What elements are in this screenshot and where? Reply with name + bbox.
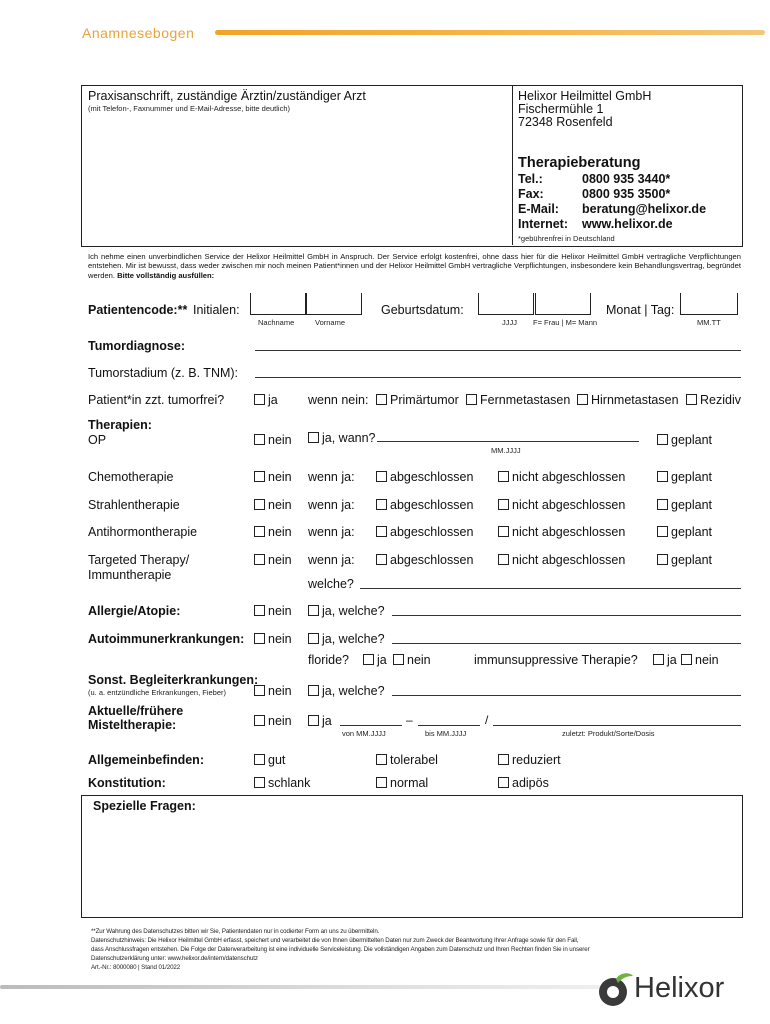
checkbox[interactable] <box>308 715 319 726</box>
befinden-reduziert-option[interactable] <box>498 753 561 767</box>
therapy-name: Strahlentherapie <box>88 498 180 512</box>
immun-ja-option[interactable] <box>653 653 677 667</box>
mistel-von-field[interactable] <box>340 725 402 726</box>
mistel-ja-option[interactable] <box>308 714 332 728</box>
option-label: geplant <box>671 433 713 447</box>
option-label: ja <box>322 714 332 728</box>
option-label: nein <box>268 714 292 728</box>
option-label: nein <box>268 604 292 618</box>
therapy-name: Chemotherapie <box>88 470 174 484</box>
option-label: nicht abgeschlossen <box>512 470 626 484</box>
floride-ja-option[interactable] <box>363 653 387 667</box>
jjjj-caption: JJJJ <box>502 318 517 327</box>
rezidiv-option[interactable] <box>686 393 741 407</box>
checkbox[interactable] <box>308 605 319 616</box>
option-label: nein <box>268 470 292 484</box>
mistel-bis-field[interactable] <box>418 725 480 726</box>
checkbox[interactable] <box>393 654 404 665</box>
checkbox[interactable] <box>498 777 509 788</box>
checkbox[interactable] <box>363 654 374 665</box>
autoimmun-ja-welche-option[interactable] <box>308 632 385 646</box>
checkbox[interactable] <box>254 633 265 644</box>
fax-value: 0800 935 3500* <box>582 187 671 201</box>
option-label: ja, wann? <box>322 431 376 445</box>
checkbox[interactable] <box>657 471 668 482</box>
helixor-logo <box>596 970 756 1010</box>
therapy-row-label <box>88 498 180 512</box>
tel-label: Tel.: <box>518 172 543 186</box>
option-label: abgeschlossen <box>390 553 474 567</box>
option-label: reduziert <box>512 753 561 767</box>
tel-value: 0800 935 3440* <box>582 172 671 186</box>
option-label: abgeschlossen <box>390 525 474 539</box>
internet-label: Internet: <box>518 217 568 231</box>
therapy-geplant-option[interactable] <box>657 470 712 484</box>
practice-heading: Praxisanschrift, zuständige Ärztin/zuständiger Arzt <box>88 89 366 103</box>
checkbox[interactable] <box>254 715 265 726</box>
autoimmun-nein-option[interactable] <box>254 632 292 646</box>
begleit-ja-welche-option[interactable] <box>308 684 385 698</box>
checkbox[interactable] <box>376 526 387 537</box>
checkbox[interactable] <box>577 394 588 405</box>
op-geplant-option[interactable] <box>657 433 712 447</box>
option-label: nein <box>695 653 719 667</box>
targeted-nein-option[interactable] <box>254 553 292 567</box>
targeted-geplant-option[interactable] <box>657 553 712 567</box>
checkbox[interactable] <box>653 654 664 665</box>
therapy-wenn-ja <box>308 525 355 539</box>
therapy-abgeschlossen-option[interactable] <box>376 470 473 484</box>
footer-line-2: Datenschutzhinweis: Die Helixor Heilmittel GmbH erfasst, speichert und verarbeitet die von Ihnen übermittelten Daten nur zum Zweck der Beantwortung Ihrer Anfrage sowie für den Fall, <box>91 937 579 944</box>
logo-wordmark: Helixor <box>634 972 725 1004</box>
therapy-geplant-option[interactable] <box>657 525 712 539</box>
targeted-label-1: Targeted Therapy/ <box>88 553 190 567</box>
company-city: 72348 Rosenfeld <box>518 115 613 129</box>
wenn-ja-label: wenn ja: <box>308 470 355 484</box>
wenn-ja-label: wenn ja: <box>308 498 355 512</box>
special-questions-box[interactable] <box>81 795 743 918</box>
therapy-nein-option[interactable] <box>254 470 292 484</box>
consent-text <box>88 252 741 280</box>
option-label: nein <box>268 684 292 698</box>
bis-caption: bis MM.JJJJ <box>425 729 467 738</box>
option-label: abgeschlossen <box>390 498 474 512</box>
footer-line-5: Art.-Nr.: 8000080 | Stand 01/2022 <box>91 964 181 971</box>
gender-box[interactable] <box>535 293 591 315</box>
therapy-abgeschlossen-option[interactable] <box>376 498 473 512</box>
mistel-label-1: Aktuelle/frühere <box>88 704 184 718</box>
targeted-abgeschlossen-option[interactable] <box>376 553 473 567</box>
therapy-wenn-ja <box>308 498 355 512</box>
company-name: Helixor Heilmittel GmbH <box>518 89 652 103</box>
wenn-ja-label: wenn ja: <box>308 525 355 539</box>
tumorfree-ja-option[interactable] <box>254 393 278 407</box>
fax-label: Fax: <box>518 187 544 201</box>
option-label: Hirnmetastasen <box>591 393 679 407</box>
option-label: abgeschlossen <box>390 470 474 484</box>
title-bar-decoration <box>215 30 765 35</box>
autoimmun-field[interactable] <box>392 643 741 644</box>
checkbox[interactable] <box>376 777 387 788</box>
checkbox[interactable] <box>498 554 509 565</box>
option-label: ja <box>268 393 278 407</box>
option-label: nein <box>268 632 292 646</box>
birthyear-box[interactable] <box>478 293 534 315</box>
option-label: geplant <box>671 498 713 512</box>
option-label: nicht abgeschlossen <box>512 498 626 512</box>
begleit-label: Sonst. Begleiterkrankungen: <box>88 673 259 687</box>
von-caption: von MM.JJJJ <box>342 729 386 738</box>
footer-swoosh <box>0 985 600 989</box>
begleit-nein-option[interactable] <box>254 684 292 698</box>
consent-body: Ich nehme einen unverbindlichen Service der Helixor Heilmittel GmbH in Anspruch. Der Service erfolgt kostenfrei, ohne dass hier für die Helixor Heilmittel GmbH vertragliche Verpflichtungen entstehen. Mir ist bewusst, dass weder zwischen mir noch meinen Patient*innen und der Helixor Heilmittel GmbH vertragliche Verpflichtungen, insbesondere kein Behandlungsvertrag, begründet werden. <box>88 252 741 280</box>
checkbox[interactable] <box>254 394 265 405</box>
therapy-nein-option[interactable] <box>254 498 292 512</box>
therapy-nicht-abgeschlossen-option[interactable] <box>498 525 625 539</box>
therapy-row-label <box>88 470 173 484</box>
checkbox[interactable] <box>498 526 509 537</box>
option-label: ja, welche? <box>322 684 385 698</box>
option-label: adipös <box>512 776 549 790</box>
option-label: Rezidiv <box>700 393 741 407</box>
practice-note: (mit Telefon-, Faxnummer und E-Mail-Adresse, bitte deutlich) <box>88 104 291 113</box>
footer-line-3: dass Anschlussfragen entstehen. Die Folge der Datenverarbeitung ist eine individuelle Serviceleistung. Die vollständigen Angaben zum Datenschutz und Ihren Rechten finden Sie in unserer <box>91 946 590 953</box>
checkbox[interactable] <box>686 394 697 405</box>
initials-nachname-box[interactable] <box>250 293 306 315</box>
checkbox[interactable] <box>657 499 668 510</box>
option-label: geplant <box>671 470 713 484</box>
checkbox[interactable] <box>308 685 319 696</box>
fernmetastasen-option[interactable] <box>466 393 570 407</box>
op-ja-wann-option[interactable] <box>308 431 376 445</box>
allergie-field[interactable] <box>392 615 741 616</box>
checkbox[interactable] <box>376 499 387 510</box>
floride-nein-option[interactable] <box>393 653 431 667</box>
befinden-label: Allgemeinbefinden: <box>88 753 204 767</box>
checkbox[interactable] <box>254 754 265 765</box>
checkbox[interactable] <box>498 754 509 765</box>
option-label: nein <box>268 525 292 539</box>
tumorstadium-field[interactable] <box>255 377 741 378</box>
monthday-label: Monat | Tag: <box>606 303 675 317</box>
company-street: Fischermühle 1 <box>518 102 604 116</box>
checkbox[interactable] <box>254 605 265 616</box>
begleit-field[interactable] <box>392 695 741 696</box>
mmtt-caption: MM.TT <box>697 318 721 327</box>
option-label: nein <box>268 433 292 447</box>
mistel-label-2: Misteltherapie: <box>88 718 177 732</box>
address-divider <box>512 85 513 245</box>
helixor-logo-icon <box>596 970 636 1010</box>
option-label: nicht abgeschlossen <box>512 553 626 567</box>
gender-caption: F= Frau | M= Mann <box>533 318 598 327</box>
konstitution-label: Konstitution: <box>88 776 166 790</box>
op-label: OP <box>88 433 107 447</box>
checkbox[interactable] <box>308 432 319 443</box>
immun-nein-option[interactable] <box>681 653 719 667</box>
tumorstadium-label: Tumorstadium (z. B. TNM): <box>88 366 239 380</box>
footer-line-1: **Zur Wahrung des Datenschutzes bitten wir Sie, Patientendaten nur in codierter Form an uns zu übermitteln. <box>91 928 380 935</box>
checkbox[interactable] <box>254 777 265 788</box>
option-label: Fernmetastasen <box>480 393 571 407</box>
immunsuppressive-label: immunsuppressive Therapie? <box>474 653 638 667</box>
allergie-nein-option[interactable] <box>254 604 292 618</box>
option-label: nein <box>407 653 431 667</box>
option-label: nicht abgeschlossen <box>512 525 626 539</box>
therapy-nein-option[interactable] <box>254 525 292 539</box>
checkbox[interactable] <box>657 526 668 537</box>
konstitution-schlank-option[interactable] <box>254 776 310 790</box>
option-label: gut <box>268 753 286 767</box>
option-label: geplant <box>671 525 713 539</box>
dash-separator: – <box>406 713 413 727</box>
option-label: ja, welche? <box>322 632 385 646</box>
befinden-gut-option[interactable] <box>254 753 285 767</box>
targeted-nicht-abgeschlossen-option[interactable] <box>498 553 625 567</box>
consent-bold: Bitte vollständig ausfüllen: <box>117 270 215 280</box>
checkbox[interactable] <box>308 633 319 644</box>
initials-label: Initialen: <box>193 303 240 317</box>
therapy-abgeschlossen-option[interactable] <box>376 525 473 539</box>
checkbox[interactable] <box>254 471 265 482</box>
checkbox[interactable] <box>376 754 387 765</box>
allergie-label: Allergie/Atopie: <box>88 604 181 618</box>
option-label: nein <box>268 553 292 567</box>
option-label: ja, welche? <box>322 604 385 618</box>
footer-notes <box>91 927 591 972</box>
checkbox[interactable] <box>498 499 509 510</box>
checkbox[interactable] <box>657 434 668 445</box>
checkbox[interactable] <box>498 471 509 482</box>
monthday-box[interactable] <box>680 293 738 315</box>
footer-line-4: Datenschutzerklärung unter: www.helixor.de/intern/datenschutz <box>91 955 258 962</box>
option-label: schlank <box>268 776 311 790</box>
checkbox[interactable] <box>376 471 387 482</box>
internet-value: www.helixor.de <box>582 217 673 231</box>
therapy-row-label <box>88 525 197 539</box>
konstitution-normal-option[interactable] <box>376 776 428 790</box>
option-label: geplant <box>671 553 713 567</box>
option-label: normal <box>390 776 429 790</box>
mistel-produkt-field[interactable] <box>493 725 741 726</box>
targeted-welche-field[interactable] <box>360 588 741 589</box>
option-label: Primärtumor <box>390 393 459 407</box>
nachname-caption: Nachname <box>258 318 295 327</box>
hirnmetastasen-option[interactable] <box>577 393 679 407</box>
option-label: ja <box>667 653 677 667</box>
targeted-wenn-ja: wenn ja: <box>308 553 355 567</box>
email-value: beratung@helixor.de <box>582 202 707 216</box>
freecall-footnote: *gebührenfrei in Deutschland <box>518 234 615 243</box>
birthdate-label: Geburtsdatum: <box>381 303 464 317</box>
mistel-nein-option[interactable] <box>254 714 292 728</box>
checkbox[interactable] <box>681 654 692 665</box>
checkbox[interactable] <box>376 554 387 565</box>
therapien-heading: Therapien: <box>88 418 152 432</box>
checkbox[interactable] <box>254 499 265 510</box>
option-label: tolerabel <box>390 753 438 767</box>
therapy-nicht-abgeschlossen-option[interactable] <box>498 498 625 512</box>
checkbox[interactable] <box>254 526 265 537</box>
checkbox[interactable] <box>466 394 477 405</box>
vorname-caption: Vorname <box>315 318 346 327</box>
slash-separator: / <box>485 713 489 727</box>
tumordiagnose-field[interactable] <box>255 350 741 351</box>
op-date-field[interactable] <box>377 441 639 442</box>
targeted-welche-label: welche? <box>308 577 354 591</box>
email-label: E-Mail: <box>518 202 559 216</box>
checkbox[interactable] <box>376 394 387 405</box>
therapy-nicht-abgeschlossen-option[interactable] <box>498 470 625 484</box>
konstitution-adipoes-option[interactable] <box>498 776 549 790</box>
op-date-caption: MM.JJJJ <box>491 446 521 455</box>
zuletzt-caption: zuletzt: Produkt/Sorte/Dosis <box>562 729 655 738</box>
therapy-name: Antihormontherapie <box>88 525 198 539</box>
patientcode-label: Patientencode:** <box>88 303 188 317</box>
tumordiagnose-label: Tumordiagnose: <box>88 339 185 353</box>
option-label: nein <box>268 498 292 512</box>
practice-address-field[interactable] <box>83 118 509 242</box>
floride-label: floride? <box>308 653 349 667</box>
checkbox[interactable] <box>254 434 265 445</box>
begleit-note: (u. a. entzündliche Erkrankungen, Fieber) <box>88 688 226 697</box>
targeted-label-2: Immuntherapie <box>88 568 172 582</box>
checkbox[interactable] <box>657 554 668 565</box>
form-title: Anamnesebogen <box>82 25 195 41</box>
allergie-ja-welche-option[interactable] <box>308 604 385 618</box>
autoimmun-label: Autoimmunerkrankungen: <box>88 632 245 646</box>
wenn-nein-label: wenn nein: <box>308 393 369 407</box>
checkbox[interactable] <box>254 554 265 565</box>
special-questions-label: Spezielle Fragen: <box>93 799 196 813</box>
therapy-wenn-ja <box>308 470 355 484</box>
therapy-geplant-option[interactable] <box>657 498 712 512</box>
tumorfree-question: Patient*in zzt. tumorfrei? <box>88 393 225 407</box>
op-nein-option[interactable] <box>254 433 292 447</box>
option-label: ja <box>377 653 387 667</box>
initials-vorname-box[interactable] <box>306 293 362 315</box>
service-title: Therapieberatung <box>518 155 641 171</box>
primaertumor-option[interactable] <box>376 393 459 407</box>
befinden-tolerabel-option[interactable] <box>376 753 438 767</box>
checkbox[interactable] <box>254 685 265 696</box>
